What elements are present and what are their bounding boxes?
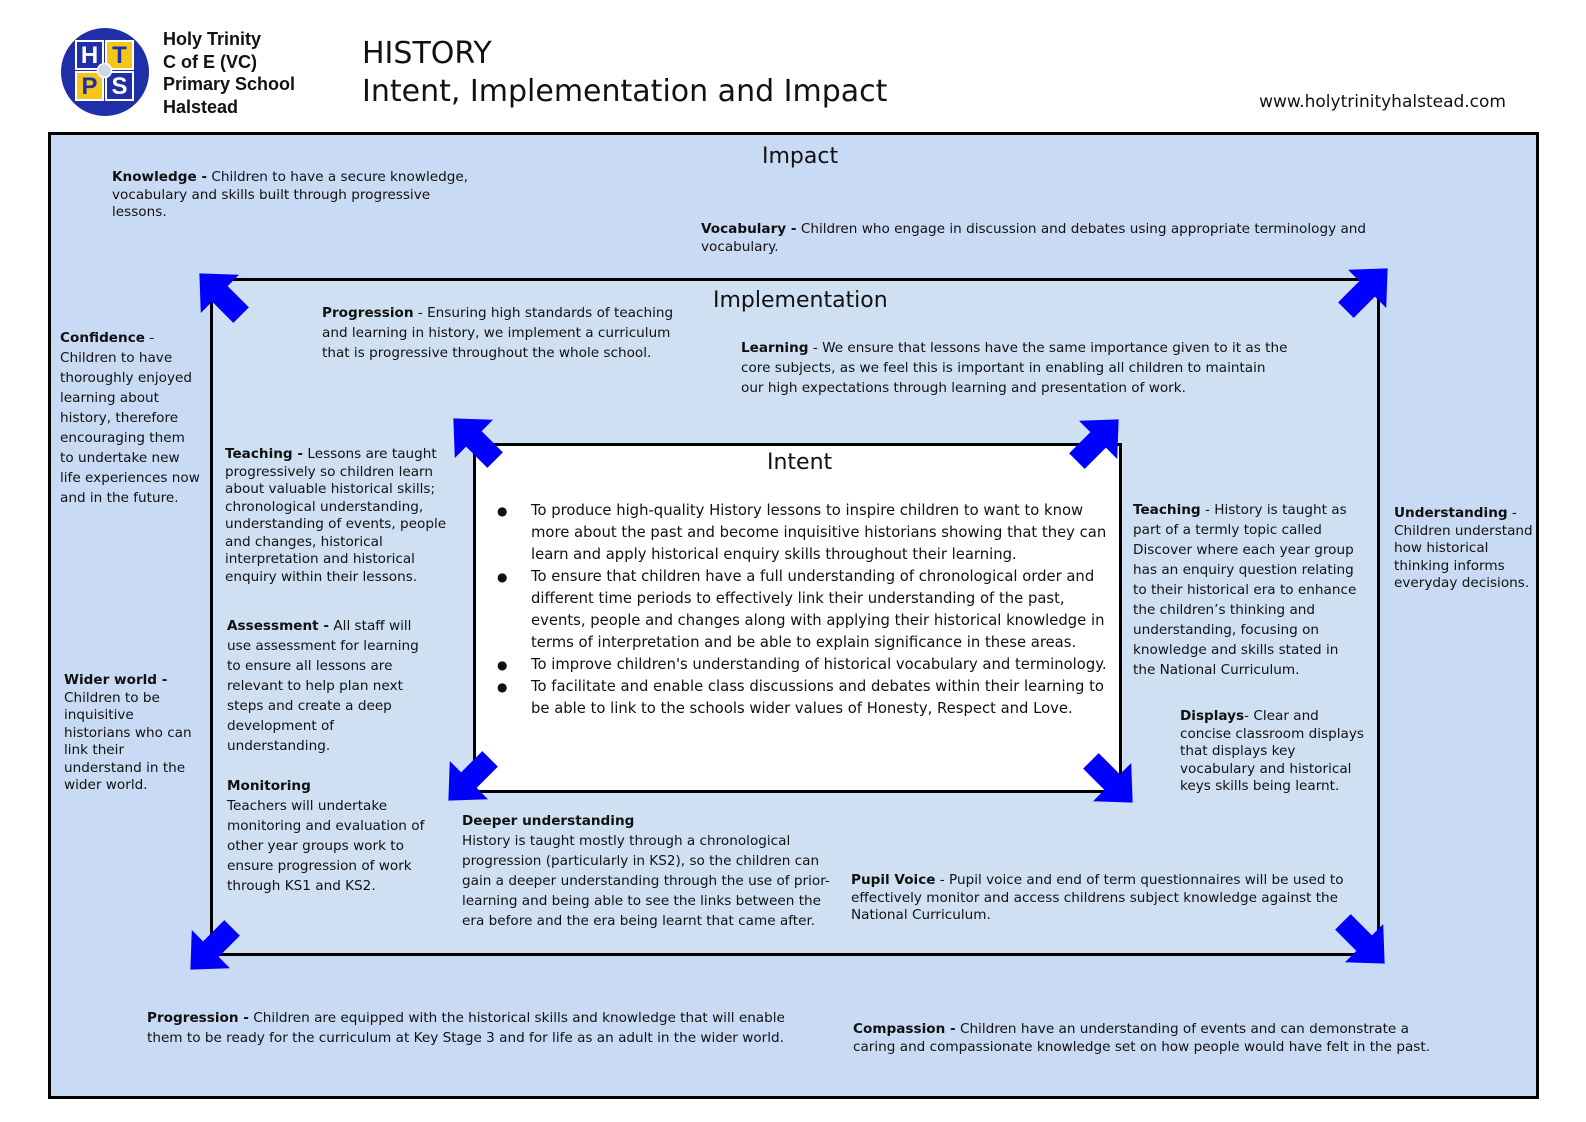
impact-compassion-text: Children have an understanding of events and can demonstrate a caring and compassionate knowledge set on how people would have felt in the past. [853, 1021, 1431, 1055]
impl-teaching-left-label: Teaching - [225, 446, 304, 462]
impact-heading: Impact [762, 144, 839, 169]
intent-heading: Intent [767, 450, 833, 475]
impl-teaching-right-text: - History is taught as part of a termly topic called Discover where each year group has an enquiry question relating to their historical era to enhance the children’s thinking and understanding, focusing on knowledge and skills stated in the National Curriculum. [1133, 502, 1357, 678]
intent-bullet: ● To improve children's understanding of historical vocabulary and terminology. [497, 654, 1107, 676]
impl-monitoring [227, 776, 427, 896]
impl-deeper-understanding [462, 811, 834, 931]
school-name-line-2: C of E (VC) [163, 51, 257, 72]
impl-deeper-text: History is taught mostly through a chronological progression (particularly in KS2), so the children can gain a deeper understanding through the use of prior-learning and being able to see the links between the era before and the era being learnt that came after. [462, 833, 830, 929]
impact-compassion [853, 1021, 1453, 1056]
impact-progression-label: Progression - [147, 1010, 249, 1026]
impl-teaching-left-text: Lessons are taught progressively so children learn about valuable historical skills; chronological understanding, understanding of events, people and changes, historical interpretation and historical enquiry within their lessons. [225, 446, 447, 585]
impl-teaching-right-label: Teaching [1133, 502, 1201, 518]
impl-assessment [227, 616, 432, 756]
arrow-down-left-inner-icon [429, 740, 509, 820]
impl-monitoring-text: Teachers will undertake monitoring and evaluation of other year groups work to ensure progression of work through KS1 and KS2. [227, 798, 425, 894]
impl-learning-text: - We ensure that lessons have the same importance given to it as the core subjects, as we feel this is important in enabling all children to maintain our high expectations through learning and presentation of work. [741, 340, 1288, 396]
arrow-up-right-inner-icon [1058, 400, 1138, 480]
arrow-down-right-inner-icon [1072, 742, 1152, 822]
intent-bullet: ● To ensure that children have a full understanding of chronological order and different time periods to effectively link their understanding of the past, events, people and changes along with applying their historical knowledge in terms of interpretation and be able to explain significance in these areas. [497, 566, 1107, 654]
intent-list [497, 500, 1107, 720]
arrow-up-left-outer-icon [180, 254, 260, 334]
impact-wider-world [64, 672, 204, 795]
school-name-line-4: Halstead [163, 96, 239, 117]
impl-pupil-voice [851, 872, 1381, 925]
impl-teaching-left [225, 446, 465, 586]
impl-displays [1180, 708, 1370, 796]
impl-teaching-right [1133, 500, 1361, 680]
logo-letter-h: H [80, 42, 99, 69]
impl-assessment-text: All staff will use assessment for learning to ensure all lessons are relevant to help plan next steps and create a deep development of understanding. [227, 618, 419, 754]
impl-learning [741, 338, 1289, 398]
impact-progression-text: Children are equipped with the historical skills and knowledge that will enable them to be ready for the curriculum at Key Stage 3 and for life as an adult in the wider world. [147, 1010, 785, 1046]
website-url: www.holytrinityhalstead.com [1259, 92, 1506, 112]
impl-assessment-label: Assessment - [227, 618, 330, 634]
impact-progression [147, 1008, 797, 1048]
impact-confidence-label: Confidence [60, 330, 145, 346]
impl-displays-text: - Clear and concise classroom displays that displays key vocabulary and historical keys skills being learnt. [1180, 708, 1365, 794]
impact-understanding [1394, 505, 1534, 593]
implementation-heading: Implementation [713, 288, 888, 313]
arrow-up-right-outer-icon [1327, 249, 1407, 329]
impact-wider-world-label: Wider world - [64, 672, 168, 688]
impl-progression-label: Progression [322, 305, 414, 321]
logo-letter-t: T [112, 42, 127, 69]
impact-vocabulary [701, 221, 1421, 256]
impact-knowledge-text: Children to have a secure knowledge, vocabulary and skills built through progressive lessons. [112, 169, 469, 220]
school-name-line-1: Holy Trinity [163, 29, 262, 49]
school-name-line-3: Primary School [163, 74, 296, 94]
arrow-down-left-outer-icon [171, 909, 251, 989]
impl-learning-label: Learning [741, 340, 809, 356]
impact-understanding-label: Understanding [1394, 505, 1508, 521]
impact-knowledge-label: Knowledge - [112, 169, 208, 185]
page-title: Intent, Implementation and Impact [362, 74, 888, 109]
impact-vocabulary-label: Vocabulary - [701, 221, 797, 237]
impl-progression-text: - Ensuring high standards of teaching and learning in history, we implement a curriculum that is progressive throughout the whole school. [322, 305, 674, 361]
impact-understanding-text: - Children understand how historical thinking informs everyday decisions. [1394, 505, 1533, 591]
impl-displays-label: Displays [1180, 708, 1245, 724]
impl-monitoring-label: Monitoring [227, 778, 311, 794]
impl-pupil-voice-text: - Pupil voice and end of term questionnaires will be used to effectively monitor and access childrens subject knowledge against the National Curriculum. [851, 872, 1344, 923]
impact-knowledge [112, 169, 482, 222]
intent-bullet: ● To facilitate and enable class discussions and debates within their learning to be able to link to the schools wider values of Honesty, Respect and Love. [497, 676, 1107, 720]
impact-confidence [60, 328, 202, 508]
impact-compassion-label: Compassion - [853, 1021, 956, 1037]
impl-pupil-voice-label: Pupil Voice [851, 872, 936, 888]
page-title-subject: HISTORY [362, 36, 492, 71]
impl-deeper-label: Deeper understanding [462, 813, 635, 829]
impl-progression [322, 303, 674, 363]
intent-bullet: ● To produce high-quality History lessons to inspire children to want to know more about the past and become inquisitive historians showing that they can learn and apply historical enquiry skills throughout their learning. [497, 500, 1107, 566]
impact-confidence-text: - Children to have thoroughly enjoyed learning about history, therefore encouraging them to undertake new life experiences now and in the future. [60, 330, 200, 506]
logo-letter-s: S [111, 73, 128, 100]
impact-wider-world-text: Children to be inquisitive historians who can link their understand in the wider world. [64, 689, 192, 793]
logo-letter-p: P [81, 73, 98, 100]
impact-vocabulary-text: Children who engage in discussion and debates using appropriate terminology and vocabulary. [701, 221, 1367, 255]
